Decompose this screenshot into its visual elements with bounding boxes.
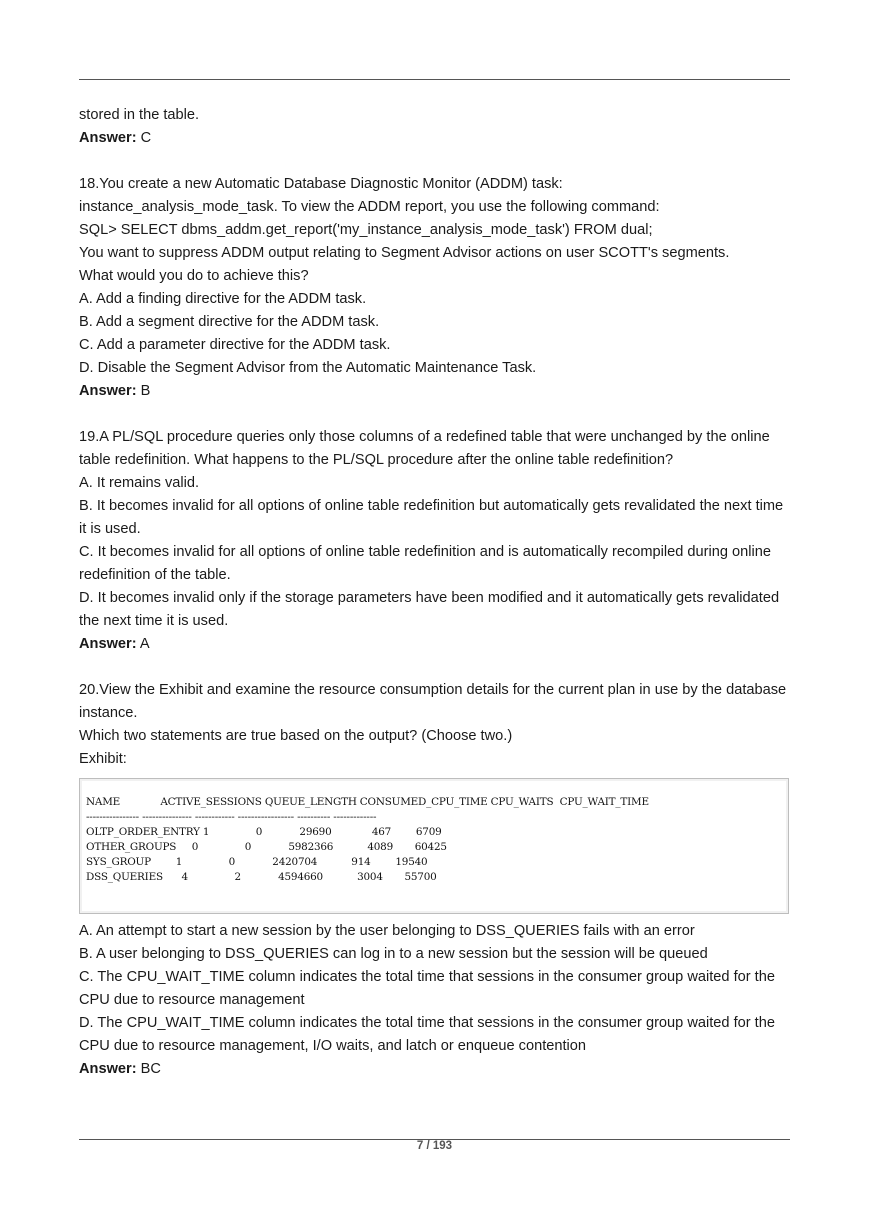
previous-answer [79,127,791,150]
spacer [79,656,791,679]
question-19-option-a: A. It remains valid. [79,475,200,491]
question-19-option-b: B. It becomes invalid for all options of online table redefinition but automatically gets revalidated the next time it is used. [79,498,784,537]
header-rule [79,79,790,80]
answer-value: BC [136,1061,161,1077]
question-19 [79,426,791,656]
question-18-option-c: C. Add a parameter directive for the ADDM task. [79,337,391,353]
question-18-answer [79,380,791,403]
answer-value: A [136,636,150,652]
spacer [79,150,791,173]
exhibit-table-output: NAME ACTIVE_SESSIONS QUEUE_LENGTH CONSUMED_CPU_TIME CPU_WAITS CPU_WAIT_TIME ---------------- --------------- ------------ ----------------- ---------- ------------- OLTP_ORDER_ENTRY 1 0 29690 467 6709 OTHER_GROUPS 0 0 5982366 4089 60425 SYS_GROUP 1 0 2420704 914 19540 DSS_QUERIES 4 2 4594660 3004 55700 [86,796,649,883]
question-20-prompt: Which two statements are true based on the output? (Choose two.) [79,728,513,744]
question-18-line: SQL> SELECT dbms_addm.get_report('my_instance_analysis_mode_task') FROM dual; [79,222,653,238]
question-19-answer [79,633,791,656]
question-18-option-a: A. Add a finding directive for the ADDM task. [79,291,367,307]
question-20 [79,679,791,1081]
question-20-answer [79,1058,791,1081]
question-20-stem: 20.View the Exhibit and examine the resource consumption details for the current plan in use by the database instance. [79,682,787,721]
answer-value: C [136,130,152,146]
question-20-option-d: D. The CPU_WAIT_TIME column indicates the total time that sessions in the consumer group waited for the CPU due to resource management, I/O waits, and latch or enqueue contention [79,1015,775,1054]
exhibit-image [79,778,789,914]
answer-label: Answer: [79,130,137,146]
answer-label: Answer: [79,1061,137,1077]
exhibit-label: Exhibit: [79,751,127,767]
question-18-line: 18.You create a new Automatic Database Diagnostic Monitor (ADDM) task: [79,176,563,192]
page-content [79,104,791,1081]
spacer [79,403,791,426]
question-18 [79,173,791,403]
answer-label: Answer: [79,383,137,399]
question-18-line: You want to suppress ADDM output relating to Segment Advisor actions on user SCOTT's segments. [79,245,730,261]
question-18-line: instance_analysis_mode_task. To view the ADDM report, you use the following command: [79,199,660,215]
question-19-option-d: D. It becomes invalid only if the storage parameters have been modified and it automatically gets revalidated the next time it is used. [79,590,780,629]
question-19-stem: 19.A PL/SQL procedure queries only those columns of a redefined table that were unchanged by the online table redefinition. What happens to the PL/SQL procedure after the online table redefinition? [79,429,770,468]
question-19-option-c: C. It becomes invalid for all options of online table redefinition and is automatically recompiled during online redefinition of the table. [79,544,771,583]
answer-value: B [136,383,151,399]
previous-question-tail: stored in the table. [79,107,200,123]
question-20-option-b: B. A user belonging to DSS_QUERIES can log in to a new session but the session will be queued [79,946,708,962]
answer-label: Answer: [79,636,137,652]
page-number: 7 / 193 [416,1140,453,1152]
question-20-option-c: C. The CPU_WAIT_TIME column indicates the total time that sessions in the consumer group waited for the CPU due to resource management [79,969,775,1008]
question-20-option-a: A. An attempt to start a new session by the user belonging to DSS_QUERIES fails with an error [79,923,695,939]
question-18-option-d: D. Disable the Segment Advisor from the Automatic Maintenance Task. [79,360,537,376]
question-18-line: What would you do to achieve this? [79,268,309,284]
question-18-option-b: B. Add a segment directive for the ADDM task. [79,314,380,330]
